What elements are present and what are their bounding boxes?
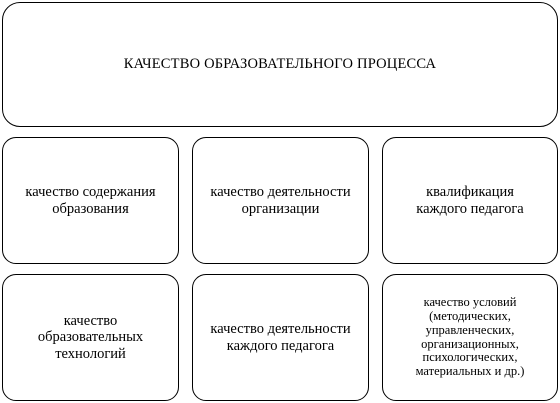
teacher-qualification-label: квалификация каждого педагога bbox=[416, 184, 524, 217]
conditions-quality-label: качество условий (методических, управленческих, организационных, психологических, материальных и др.) bbox=[415, 295, 525, 378]
organization-quality-box bbox=[192, 137, 369, 264]
teacher-activity-box bbox=[192, 274, 369, 401]
content-quality-label: качество содержания образования bbox=[25, 184, 156, 217]
organization-quality-label: качество деятельности организации bbox=[210, 184, 351, 217]
technologies-quality-label: качество образовательных технологий bbox=[37, 313, 144, 362]
teacher-activity-label: качество деятельности каждого педагога bbox=[210, 321, 351, 354]
main-process-box bbox=[2, 2, 558, 127]
technologies-quality-box bbox=[2, 274, 179, 401]
main-process-title: КАЧЕСТВО ОБРАЗОВАТЕЛЬНОГО ПРОЦЕССА bbox=[123, 56, 437, 73]
content-quality-box bbox=[2, 137, 179, 264]
teacher-qualification-box bbox=[382, 137, 558, 264]
conditions-quality-box bbox=[382, 274, 558, 401]
